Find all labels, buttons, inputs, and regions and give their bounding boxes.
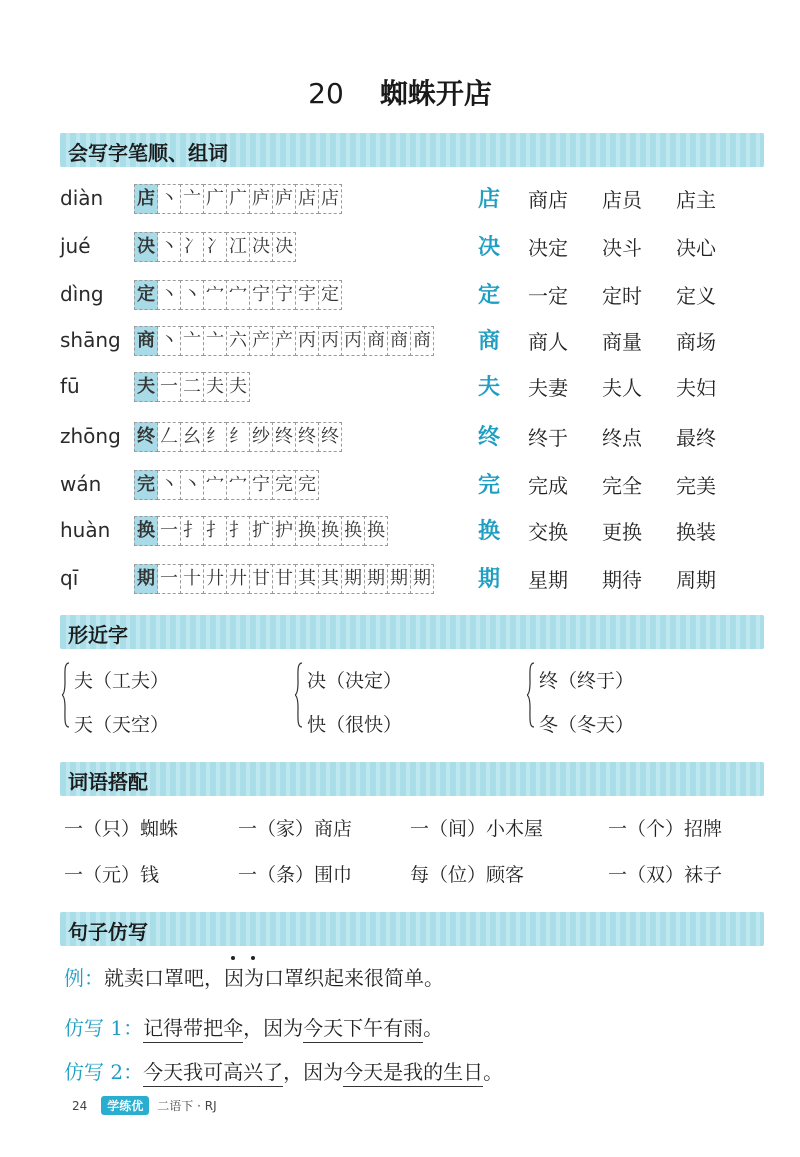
stroke-sequence <box>134 326 433 354</box>
stroke-step: 商 <box>410 326 434 356</box>
lesson-number: 20 <box>308 77 344 110</box>
stroke-step: 丙 <box>341 326 365 356</box>
section-title: 词语搭配 <box>68 770 148 794</box>
compound-word: 定时 <box>602 284 642 308</box>
target-char: 决 <box>478 235 501 260</box>
stroke-sequence <box>134 422 341 450</box>
stroke-sequence <box>134 232 295 260</box>
stroke-step: 夫 <box>226 372 250 402</box>
word-group <box>528 564 750 593</box>
stroke-step: 纱 <box>249 422 273 452</box>
stroke-step: 宁 <box>272 280 296 310</box>
stroke-step: 幺 <box>180 422 204 452</box>
stroke-step: 丙 <box>295 326 319 356</box>
compound-word: 商人 <box>528 330 568 354</box>
target-char: 定 <box>478 283 501 308</box>
stroke-char: 店 <box>134 184 158 214</box>
compound-word: 店员 <box>602 188 642 212</box>
word-group <box>528 470 750 499</box>
collocation-item: 一（间）小木屋 <box>410 818 544 840</box>
pinyin: huàn <box>60 518 111 542</box>
stroke-step: 产 <box>272 326 296 356</box>
compound-word: 商量 <box>602 330 642 354</box>
stroke-step: 护 <box>272 516 296 546</box>
stroke-step: 期 <box>341 564 365 594</box>
compound-word: 夫妇 <box>676 376 716 400</box>
target-char: 换 <box>478 519 501 544</box>
brace-icon <box>527 662 535 728</box>
stroke-step: 完 <box>295 470 319 500</box>
similar-char-a: 终（终于） <box>539 670 635 692</box>
sentence-part: ，因为 <box>283 1060 344 1084</box>
stroke-char: 期 <box>134 564 158 594</box>
target-char: 夫 <box>478 375 501 400</box>
section-title: 形近字 <box>68 623 128 647</box>
stroke-step: 扩 <box>249 516 273 546</box>
sentence-part: 。 <box>483 1060 504 1084</box>
collocation-item: 一（只）蜘蛛 <box>64 818 179 840</box>
target-char: 期 <box>478 567 501 592</box>
stroke-step: 店 <box>318 184 342 214</box>
stroke-step: 冫 <box>203 232 227 262</box>
compound-word: 终于 <box>528 426 568 450</box>
stroke-step: 期 <box>387 564 411 594</box>
compound-word: 交换 <box>528 520 568 544</box>
similar-char-a: 夫（工夫） <box>74 670 170 692</box>
stroke-step: 一 <box>157 372 181 402</box>
pinyin: shāng <box>60 328 121 352</box>
compound-word: 完全 <box>602 474 642 498</box>
stroke-char: 商 <box>134 326 158 356</box>
compound-word: 店主 <box>676 188 716 212</box>
stroke-step: 期 <box>364 564 388 594</box>
imitation-label: 仿写 1： <box>64 1016 144 1040</box>
brace-icon <box>295 662 303 728</box>
stroke-step: 纟 <box>226 422 250 452</box>
compound-word: 完成 <box>528 474 568 498</box>
stroke-step: 换 <box>318 516 342 546</box>
sentence-part: 口罩织起来很简单。 <box>264 966 444 990</box>
emphasis-word <box>224 966 264 990</box>
similar-pair <box>527 660 727 736</box>
stroke-char: 决 <box>134 232 158 262</box>
stroke-step: 丶 <box>157 232 181 262</box>
sentence-part: 就卖口罩吧， <box>104 966 224 990</box>
stroke-step: 庐 <box>249 184 273 214</box>
stroke-char: 终 <box>134 422 158 452</box>
answer-blank: 今天是我的生日 <box>343 1060 483 1087</box>
stroke-row <box>60 180 760 220</box>
compound-word: 期待 <box>602 568 642 592</box>
collocation-item: 一（元）钱 <box>64 864 160 886</box>
stroke-row <box>60 560 760 600</box>
pinyin: fū <box>60 374 80 398</box>
compound-word: 决斗 <box>602 236 642 260</box>
stroke-step: 丶 <box>157 470 181 500</box>
stroke-char: 定 <box>134 280 158 310</box>
stroke-step: 期 <box>410 564 434 594</box>
collocation-item: 每（位）顾客 <box>410 864 525 886</box>
stroke-step: 甘 <box>249 564 273 594</box>
pinyin: diàn <box>60 186 104 210</box>
stroke-row <box>60 322 760 362</box>
stroke-step: 亠 <box>180 184 204 214</box>
section-title: 句子仿写 <box>68 920 148 944</box>
stroke-step: 决 <box>272 232 296 262</box>
stroke-step: 丶 <box>180 280 204 310</box>
stroke-step: 甘 <box>272 564 296 594</box>
brand-logo: 学练优 <box>101 1096 149 1115</box>
imitation-sentence-1 <box>64 1012 443 1041</box>
sentence-part: 。 <box>423 1016 444 1040</box>
pinyin: qī <box>60 566 79 590</box>
stroke-step: 六 <box>226 326 250 356</box>
compound-word: 星期 <box>528 568 568 592</box>
stroke-step: 纟 <box>203 422 227 452</box>
compound-word: 完美 <box>676 474 716 498</box>
compound-word: 周期 <box>676 568 716 592</box>
stroke-step: 宁 <box>249 470 273 500</box>
section-header-sentence <box>60 912 764 946</box>
stroke-row <box>60 418 760 458</box>
example-label: 例： <box>64 966 104 990</box>
stroke-row <box>60 466 760 506</box>
stroke-step: 完 <box>272 470 296 500</box>
similar-pair <box>62 660 262 736</box>
answer-blank: 今天我可高兴了 <box>143 1060 283 1087</box>
stroke-step: 亠 <box>203 326 227 356</box>
stroke-step: 𠃋 <box>157 422 181 452</box>
target-char: 店 <box>478 187 501 212</box>
sentence-part: ，因为 <box>243 1016 304 1040</box>
stroke-sequence <box>134 564 433 592</box>
stroke-step: 丶 <box>157 280 181 310</box>
compound-word: 夫妻 <box>528 376 568 400</box>
compound-word: 决心 <box>676 236 716 260</box>
stroke-step: 终 <box>272 422 296 452</box>
stroke-row <box>60 368 760 408</box>
stroke-step: 冫 <box>180 232 204 262</box>
stroke-step: 一 <box>157 516 181 546</box>
section-title: 会写字笔顺、组词 <box>68 141 228 165</box>
stroke-step: 丶 <box>157 184 181 214</box>
stroke-step: 广 <box>226 184 250 214</box>
stroke-step: 产 <box>249 326 273 356</box>
compound-word: 换装 <box>676 520 716 544</box>
stroke-step: 冮 <box>226 232 250 262</box>
stroke-step: 扌 <box>226 516 250 546</box>
stroke-char: 完 <box>134 470 158 500</box>
stroke-step: 其 <box>295 564 319 594</box>
stroke-sequence <box>134 516 387 544</box>
collocation-item: 一（条）围巾 <box>238 864 353 886</box>
imitation-sentence-2 <box>64 1056 503 1085</box>
brace-icon <box>62 662 70 728</box>
compound-word: 商场 <box>676 330 716 354</box>
stroke-sequence <box>134 372 249 400</box>
pinyin: jué <box>60 234 91 258</box>
section-header-writing <box>60 133 764 167</box>
stroke-step: 丙 <box>318 326 342 356</box>
stroke-step: 终 <box>318 422 342 452</box>
similar-char-a: 决（决定） <box>307 670 403 692</box>
answer-blank: 今天下午有雨 <box>303 1016 423 1043</box>
stroke-step: 扌 <box>180 516 204 546</box>
example-sentence <box>64 962 444 991</box>
stroke-step: 丶 <box>157 326 181 356</box>
stroke-step: 换 <box>364 516 388 546</box>
similar-char-b: 快（很快） <box>307 714 403 736</box>
stroke-char: 夫 <box>134 372 158 402</box>
stroke-row <box>60 276 760 316</box>
compound-word: 最终 <box>676 426 716 450</box>
word-group <box>528 184 750 213</box>
stroke-step: 宀 <box>203 470 227 500</box>
word-group <box>528 326 750 355</box>
stroke-step: 定 <box>318 280 342 310</box>
page-number: 24 <box>72 1098 88 1113</box>
stroke-step: 终 <box>295 422 319 452</box>
stroke-row <box>60 512 760 552</box>
stroke-step: 十 <box>180 564 204 594</box>
stroke-sequence <box>134 470 318 498</box>
compound-word: 一定 <box>528 284 568 308</box>
target-char: 完 <box>478 473 501 498</box>
stroke-step: 一 <box>157 564 181 594</box>
pinyin: zhōng <box>60 424 121 448</box>
compound-word: 夫人 <box>602 376 642 400</box>
stroke-step: 廾 <box>203 564 227 594</box>
stroke-step: 庐 <box>272 184 296 214</box>
lesson-title: 蜘蛛开店 <box>379 77 492 110</box>
compound-word: 决定 <box>528 236 568 260</box>
imitation-label: 仿写 2： <box>64 1060 144 1084</box>
sentence-part: 因为 <box>224 966 264 990</box>
compound-word: 商店 <box>528 188 568 212</box>
section-header-similar <box>60 615 764 649</box>
stroke-step: 宇 <box>295 280 319 310</box>
stroke-step: 夫 <box>203 372 227 402</box>
compound-word: 定义 <box>676 284 716 308</box>
stroke-step: 决 <box>249 232 273 262</box>
compound-word: 更换 <box>602 520 642 544</box>
collocation-item: 一（家）商店 <box>238 818 353 840</box>
word-group <box>528 516 750 545</box>
stroke-step: 亠 <box>180 326 204 356</box>
similar-pair <box>295 660 495 736</box>
stroke-step: 其 <box>318 564 342 594</box>
stroke-step: 宀 <box>226 280 250 310</box>
stroke-sequence <box>134 280 341 308</box>
stroke-step: 二 <box>180 372 204 402</box>
book-grade: 二语下 · RJ <box>157 1099 217 1113</box>
target-char: 商 <box>478 329 501 354</box>
answer-blank: 记得带把伞 <box>143 1016 243 1043</box>
stroke-step: 宀 <box>226 470 250 500</box>
similar-char-b: 冬（冬天） <box>539 714 635 736</box>
compound-word: 终点 <box>602 426 642 450</box>
stroke-step: 扌 <box>203 516 227 546</box>
stroke-step: 商 <box>364 326 388 356</box>
word-group <box>528 372 750 401</box>
stroke-step: 廾 <box>226 564 250 594</box>
word-group <box>528 422 750 451</box>
page-footer <box>72 1096 217 1115</box>
stroke-row <box>60 228 760 268</box>
stroke-step: 店 <box>295 184 319 214</box>
pinyin: wán <box>60 472 102 496</box>
pinyin: dìng <box>60 282 104 306</box>
stroke-step: 宁 <box>249 280 273 310</box>
section-header-collocation <box>60 762 764 796</box>
stroke-step: 换 <box>295 516 319 546</box>
stroke-step: 丶 <box>180 470 204 500</box>
stroke-char: 换 <box>134 516 158 546</box>
similar-char-b: 天（天空） <box>74 714 170 736</box>
stroke-step: 宀 <box>203 280 227 310</box>
target-char: 终 <box>478 425 501 450</box>
collocation-item: 一（个）招牌 <box>608 818 723 840</box>
stroke-step: 换 <box>341 516 365 546</box>
word-group <box>528 232 750 261</box>
stroke-sequence <box>134 184 341 212</box>
collocation-item: 一（双）袜子 <box>608 864 723 886</box>
page-title <box>0 72 800 112</box>
stroke-step: 商 <box>387 326 411 356</box>
word-group <box>528 280 750 309</box>
stroke-step: 广 <box>203 184 227 214</box>
